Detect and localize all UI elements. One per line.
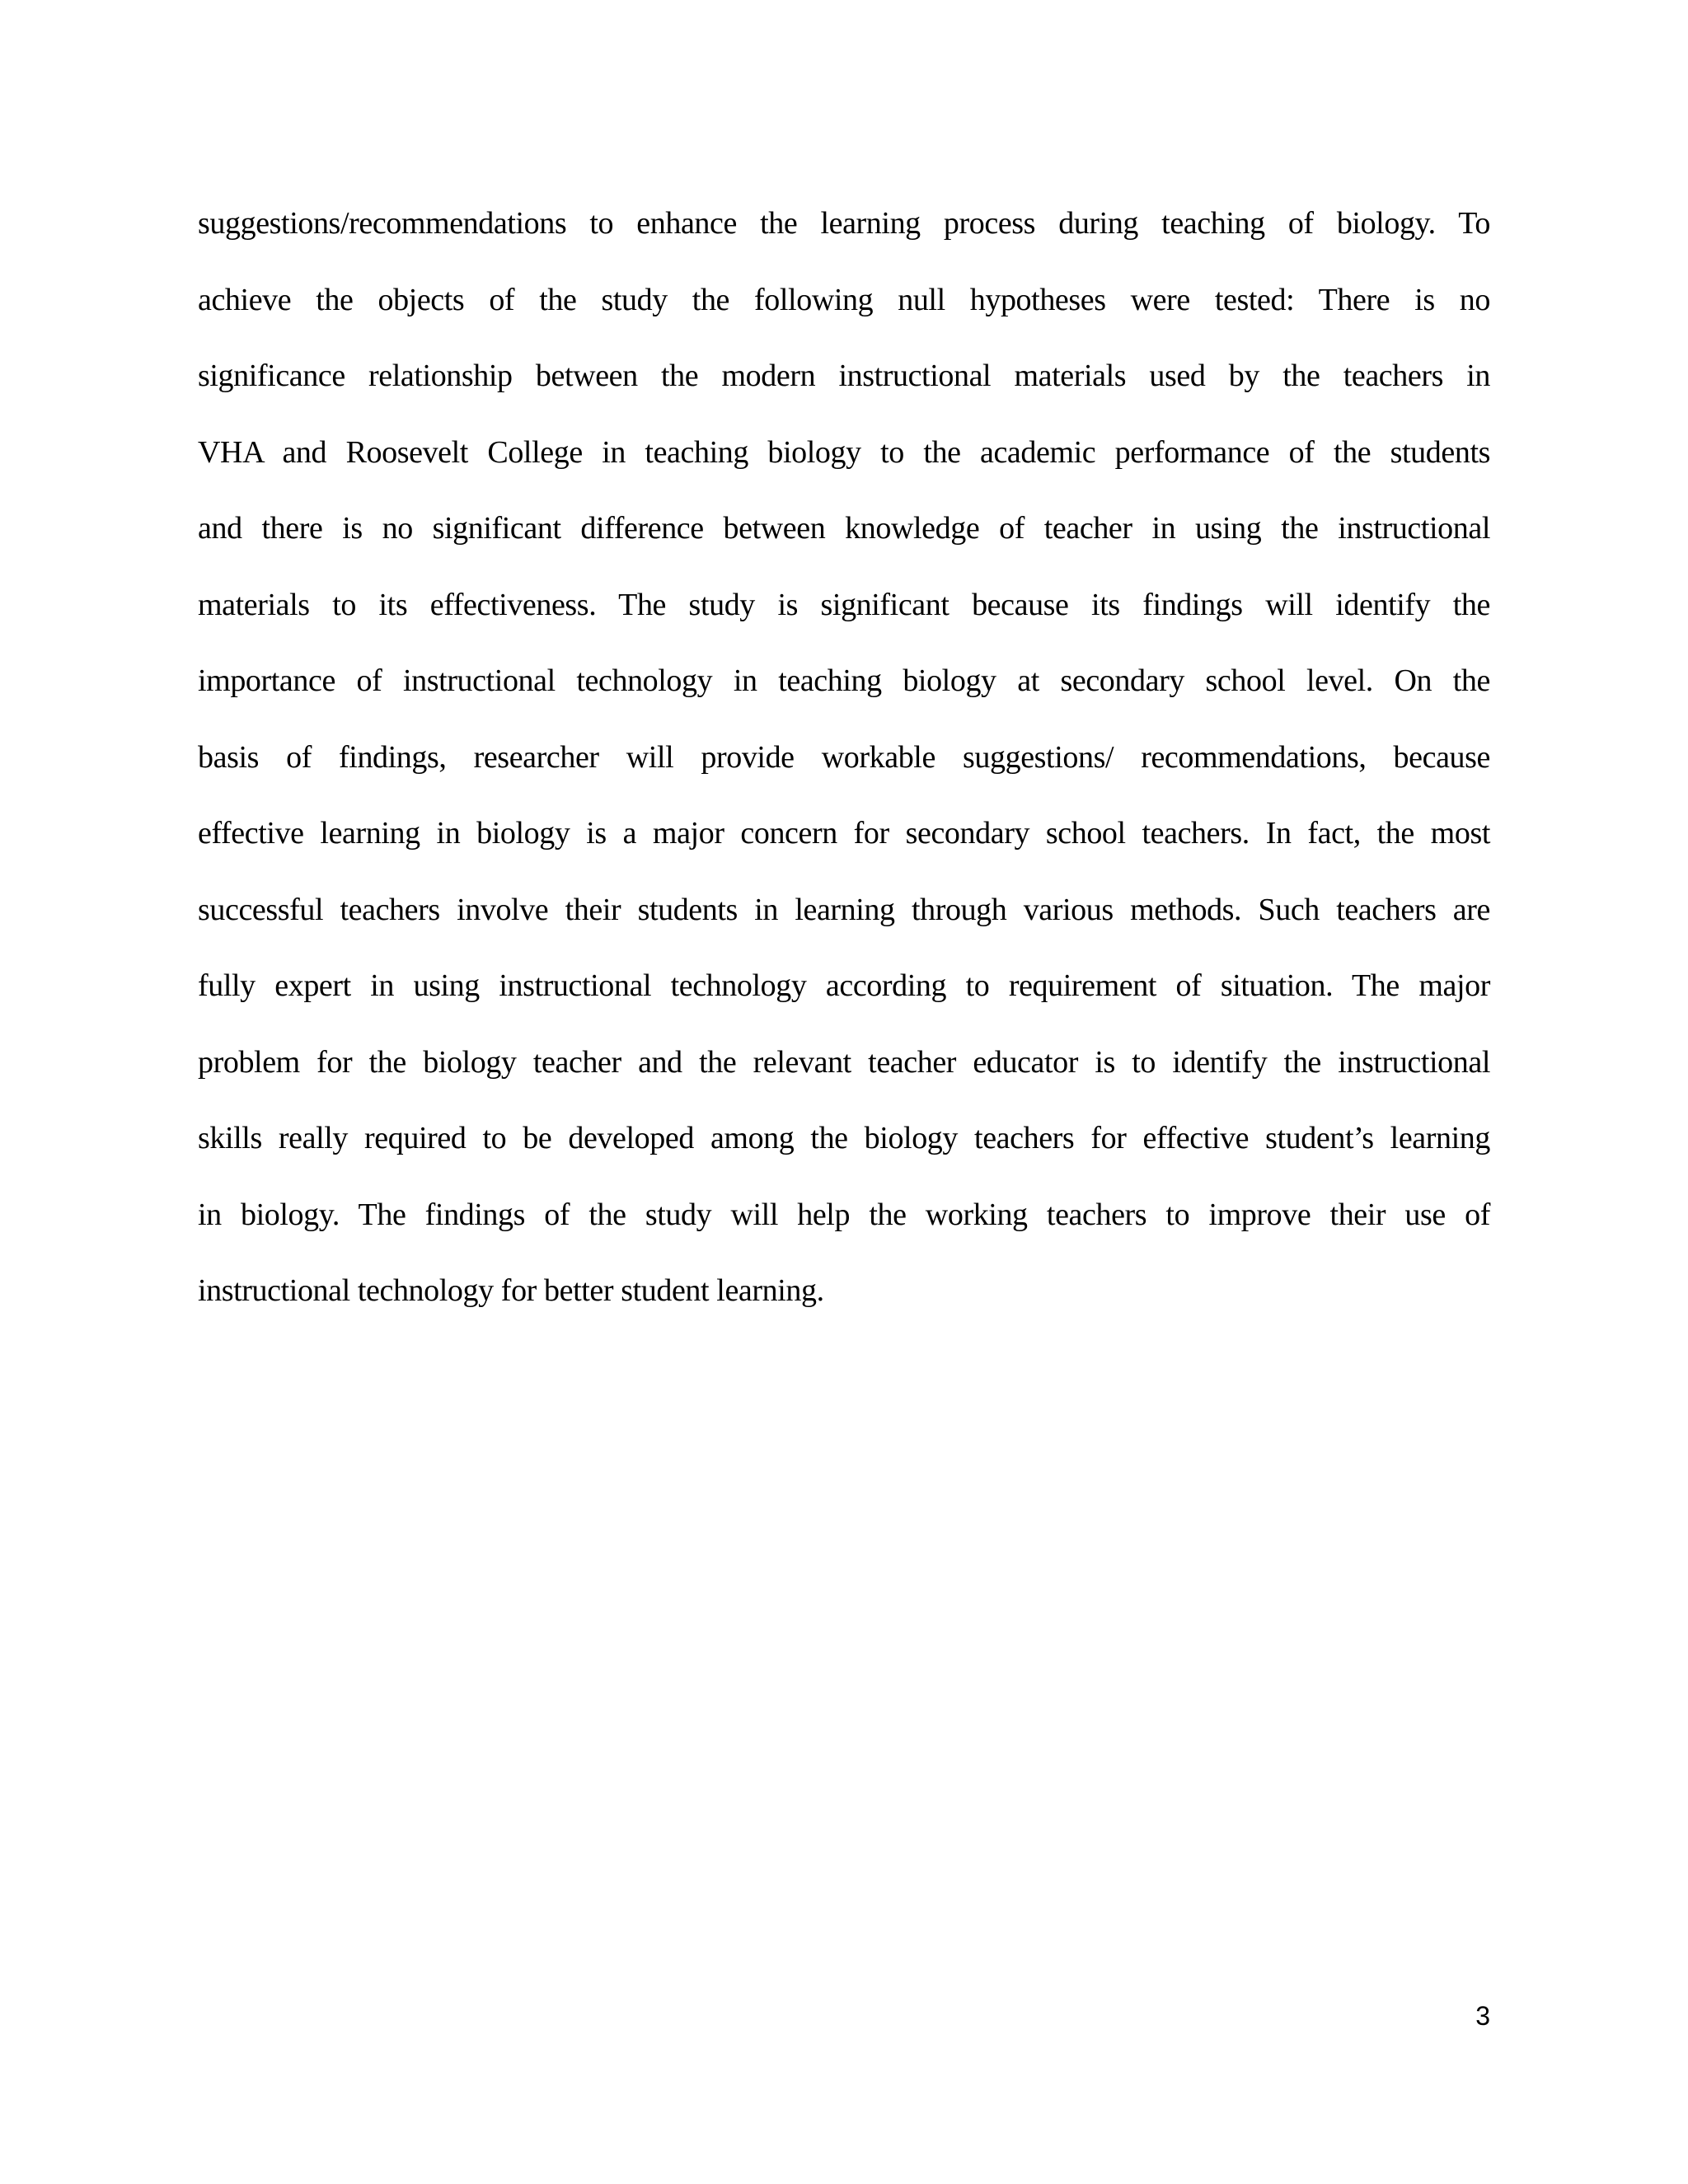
paragraph-line: skills really required to be developed among the biology teachers for effective student’s learning xyxy=(198,1121,1490,1155)
paragraph-line: significance relationship between the modern instructional materials used by the teachers in xyxy=(198,359,1490,393)
paragraph-line: in biology. The findings of the study will help the working teachers to improve their use of xyxy=(198,1197,1490,1232)
paragraph-line: problem for the biology teacher and the relevant teacher educator is to identify the instructional xyxy=(198,1044,1490,1080)
paragraph-line: successful teachers involve their students in learning through various methods. Such teachers are xyxy=(198,892,1490,927)
paragraph-line: materials to its effectiveness. The study is significant because its findings will identify the xyxy=(198,587,1490,622)
body-paragraph xyxy=(198,185,1490,1329)
paragraph-line: achieve the objects of the study the following null hypotheses were tested: There is no xyxy=(198,282,1490,317)
paragraph-line: fully expert in using instructional technology according to requirement of situation. The major xyxy=(198,968,1490,1003)
paragraph-line: instructional technology for better student learning. xyxy=(198,1273,824,1308)
paragraph-line: importance of instructional technology in teaching biology at secondary school level. On the xyxy=(198,663,1490,698)
paragraph-line: basis of findings, researcher will provide workable suggestions/ recommendations, because xyxy=(198,739,1490,775)
paragraph-line: suggestions/recommendations to enhance the learning process during teaching of biology. To xyxy=(198,206,1490,241)
paragraph-line: effective learning in biology is a major concern for secondary school teachers. In fact, the most xyxy=(198,816,1490,851)
paragraph-line: VHA and Roosevelt College in teaching biology to the academic performance of the students xyxy=(198,434,1490,470)
paragraph-line: and there is no significant difference between knowledge of teacher in using the instructional xyxy=(198,511,1490,546)
page-number: 3 xyxy=(1475,2001,1490,2031)
